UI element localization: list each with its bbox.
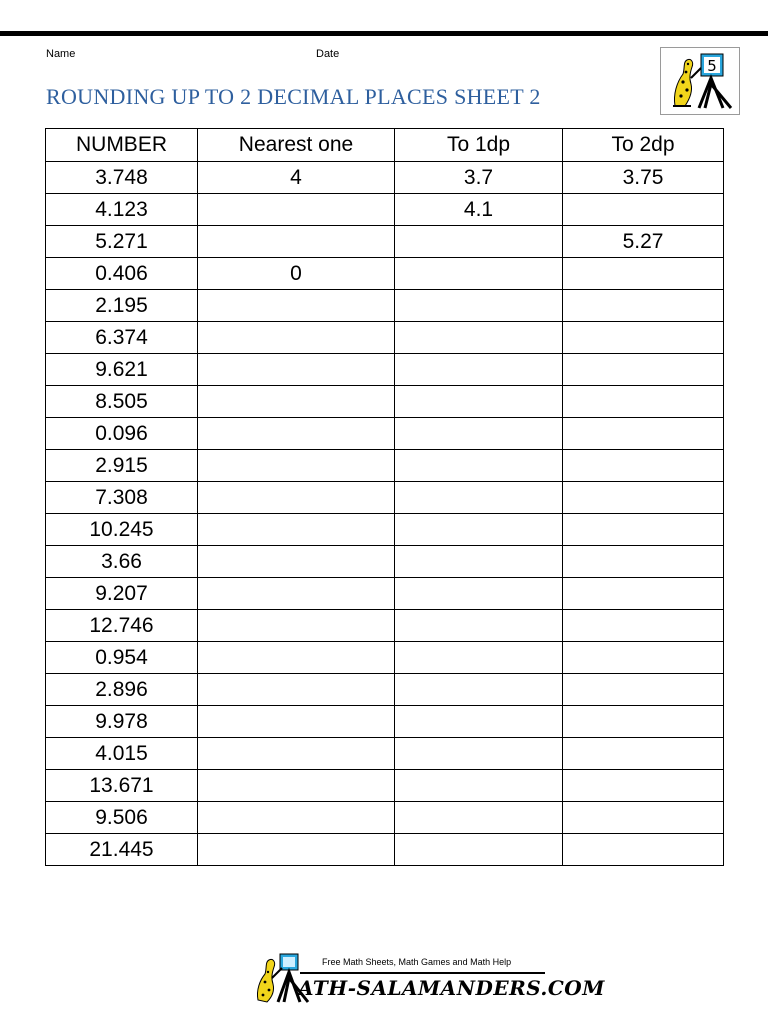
cell-number: 7.308: [46, 482, 198, 514]
cell-2dp: [563, 194, 724, 226]
table-row: [46, 162, 724, 194]
cell-1dp: [395, 322, 563, 354]
cell-nearest-one: [198, 642, 395, 674]
cell-number: 5.271: [46, 226, 198, 258]
cell-nearest-one: [198, 674, 395, 706]
cell-number: 4.015: [46, 738, 198, 770]
cell-1dp: [395, 834, 563, 866]
table-row: [46, 418, 724, 450]
cell-2dp: 5.27: [563, 226, 724, 258]
cell-1dp: [395, 354, 563, 386]
page-title: ROUNDING UP TO 2 DECIMAL PLACES SHEET 2: [46, 84, 541, 109]
cell-2dp: [563, 322, 724, 354]
cell-1dp: [395, 386, 563, 418]
cell-2dp: [563, 834, 724, 866]
cell-1dp: [395, 226, 563, 258]
table-row: [46, 482, 724, 514]
cell-1dp: [395, 674, 563, 706]
table-row: [46, 514, 724, 546]
cell-number: 12.746: [46, 610, 198, 642]
cell-2dp: [563, 578, 724, 610]
name-label: Name: [46, 48, 76, 60]
cell-number: 2.896: [46, 674, 198, 706]
cell-1dp: [395, 546, 563, 578]
date-label: Date: [316, 48, 340, 60]
cell-nearest-one: [198, 226, 395, 258]
cell-1dp: 3.7: [395, 162, 563, 194]
cell-nearest-one: [198, 514, 395, 546]
cell-nearest-one: [198, 610, 395, 642]
footer-rule: [300, 972, 545, 974]
table-row: [46, 674, 724, 706]
cell-1dp: [395, 482, 563, 514]
cell-2dp: [563, 802, 724, 834]
footer-tagline: Free Math Sheets, Math Games and Math Help: [322, 957, 512, 967]
logo-box: [660, 47, 740, 115]
cell-1dp: [395, 770, 563, 802]
table-row: [46, 258, 724, 290]
table-header-row: [46, 129, 724, 162]
cell-number: 21.445: [46, 834, 198, 866]
cell-number: 9.506: [46, 802, 198, 834]
cell-1dp: [395, 802, 563, 834]
cell-nearest-one: [198, 578, 395, 610]
cell-number: 9.978: [46, 706, 198, 738]
footer-site-name: ATH-SALAMANDERS.COM: [298, 976, 605, 1000]
cell-number: 9.207: [46, 578, 198, 610]
cell-2dp: [563, 418, 724, 450]
table-row: [46, 386, 724, 418]
cell-2dp: [563, 386, 724, 418]
cell-2dp: [563, 642, 724, 674]
cell-1dp: [395, 642, 563, 674]
cell-1dp: [395, 578, 563, 610]
cell-number: 8.505: [46, 386, 198, 418]
cell-1dp: [395, 514, 563, 546]
table-row: [46, 706, 724, 738]
salamander-easel-icon: [661, 48, 739, 114]
cell-nearest-one: [198, 354, 395, 386]
cell-1dp: [395, 610, 563, 642]
cell-nearest-one: 0: [198, 258, 395, 290]
column-header-1dp: To 1dp: [395, 129, 563, 162]
cell-number: 9.621: [46, 354, 198, 386]
table-row: [46, 578, 724, 610]
cell-1dp: [395, 450, 563, 482]
cell-number: 3.66: [46, 546, 198, 578]
cell-nearest-one: [198, 290, 395, 322]
logo-grade-text: 5: [707, 57, 717, 75]
cell-number: 2.195: [46, 290, 198, 322]
cell-nearest-one: [198, 802, 395, 834]
table-row: [46, 450, 724, 482]
cell-1dp: [395, 418, 563, 450]
table-row: [46, 802, 724, 834]
table-row: [46, 194, 724, 226]
table-row: [46, 610, 724, 642]
cell-2dp: [563, 546, 724, 578]
table-row: [46, 738, 724, 770]
cell-nearest-one: [198, 386, 395, 418]
cell-nearest-one: [198, 450, 395, 482]
cell-2dp: 3.75: [563, 162, 724, 194]
table-row: [46, 354, 724, 386]
cell-2dp: [563, 514, 724, 546]
table-row: [46, 770, 724, 802]
cell-1dp: [395, 706, 563, 738]
cell-2dp: [563, 738, 724, 770]
column-header-number: NUMBER: [46, 129, 198, 162]
cell-2dp: [563, 450, 724, 482]
cell-2dp: [563, 482, 724, 514]
cell-nearest-one: [198, 738, 395, 770]
table-row: [46, 834, 724, 866]
column-header-2dp: To 2dp: [563, 129, 724, 162]
cell-2dp: [563, 674, 724, 706]
cell-nearest-one: [198, 418, 395, 450]
cell-nearest-one: [198, 834, 395, 866]
table-row: [46, 322, 724, 354]
table-row: [46, 642, 724, 674]
cell-2dp: [563, 770, 724, 802]
footer: [250, 952, 605, 1008]
cell-nearest-one: [198, 706, 395, 738]
cell-1dp: [395, 290, 563, 322]
cell-number: 2.915: [46, 450, 198, 482]
cell-1dp: [395, 258, 563, 290]
cell-nearest-one: [198, 770, 395, 802]
rounding-table: [45, 128, 724, 866]
cell-number: 13.671: [46, 770, 198, 802]
cell-number: 3.748: [46, 162, 198, 194]
cell-1dp: [395, 738, 563, 770]
column-header-nearest-one: Nearest one: [198, 129, 395, 162]
cell-2dp: [563, 354, 724, 386]
cell-number: 6.374: [46, 322, 198, 354]
cell-number: 10.245: [46, 514, 198, 546]
cell-2dp: [563, 610, 724, 642]
cell-number: 0.406: [46, 258, 198, 290]
cell-2dp: [563, 706, 724, 738]
table-row: [46, 546, 724, 578]
cell-nearest-one: [198, 482, 395, 514]
cell-nearest-one: [198, 546, 395, 578]
table-row: [46, 226, 724, 258]
cell-number: 0.954: [46, 642, 198, 674]
cell-2dp: [563, 290, 724, 322]
cell-number: 4.123: [46, 194, 198, 226]
cell-nearest-one: [198, 194, 395, 226]
cell-nearest-one: 4: [198, 162, 395, 194]
cell-2dp: [563, 258, 724, 290]
cell-number: 0.096: [46, 418, 198, 450]
table-row: [46, 290, 724, 322]
cell-1dp: 4.1: [395, 194, 563, 226]
cell-nearest-one: [198, 322, 395, 354]
top-rule: [0, 31, 768, 36]
